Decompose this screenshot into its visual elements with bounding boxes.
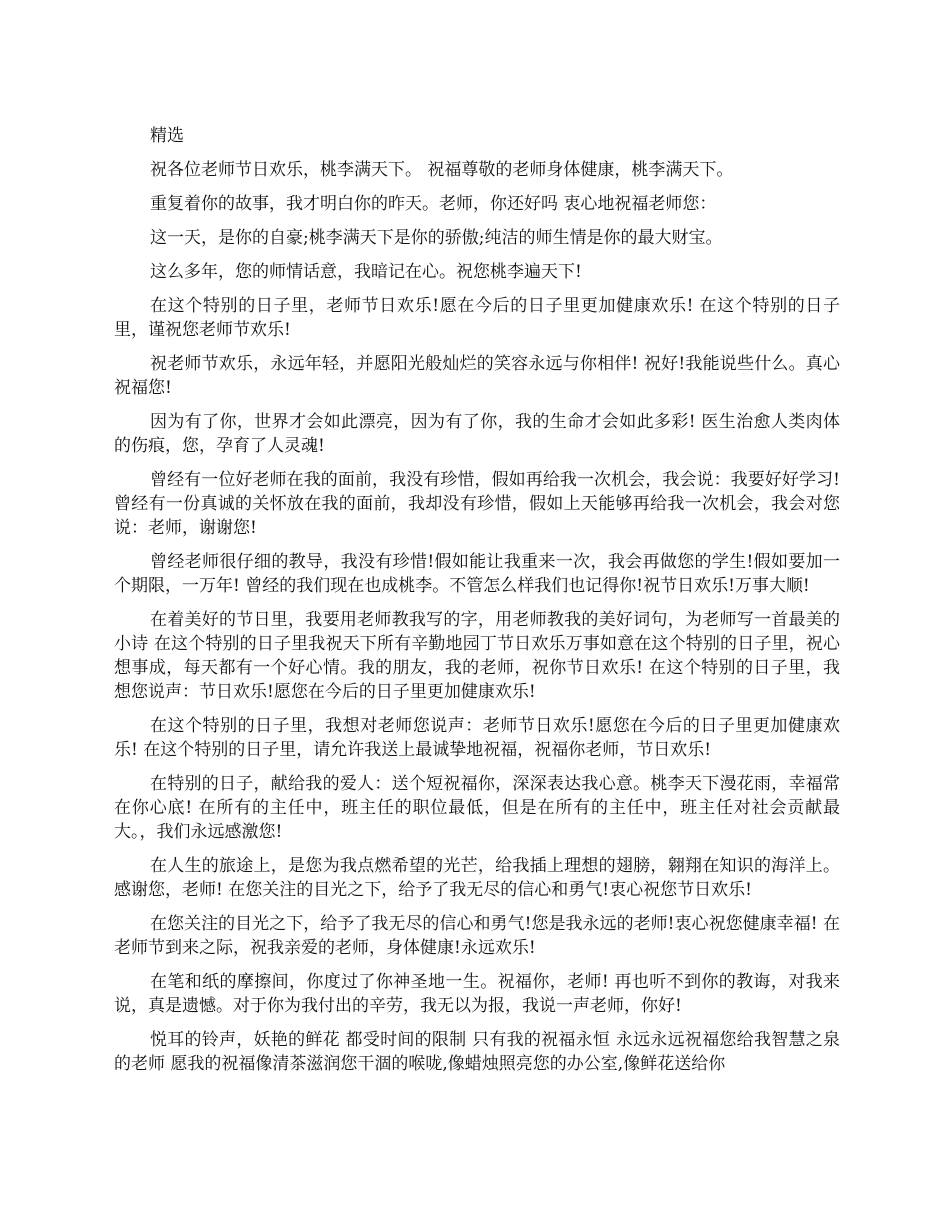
paragraph: 曾经老师很仔细的教导，我没有珍惜!假如能让我重来一次，我会再做您的学生!假如要加一个期限，一万年! 曾经的我们现在也成桃李。不管怎么样我们也记得你!祝节日欢乐!万事大顺! <box>114 552 840 596</box>
paragraph: 重复着你的故事，我才明白你的昨天。老师，你还好吗 衷心地祝福老师您： <box>150 194 717 214</box>
paragraph: 因为有了你，世界才会如此漂亮，因为有了你，我的生命才会如此多彩! 医生治愈人类肉体的伤痕，您，孕育了人灵魂! <box>114 412 840 456</box>
paragraph: 祝老师节欢乐，永远年轻，并愿阳光般灿烂的笑容永远与你相伴! 祝好!我能说些什么。真心祝福您! <box>114 354 840 398</box>
paragraph: 在人生的旅途上，是您为我点燃希望的光芒，给我插上理想的翅膀，翱翔在知识的海洋上。感谢您，老师! 在您关注的目光之下，给予了我无尽的信心和勇气!衷心祝您节日欢乐! <box>114 856 840 900</box>
paragraph: 曾经有一位好老师在我的面前，我没有珍惜，假如再给我一次机会，我会说：我要好好学习! 曾经有一份真诚的关怀放在我的面前，我却没有珍惜，假如上天能够再给我一次机会，我会对您说：老师，谢谢您! <box>114 470 840 538</box>
document-heading: 精选 <box>150 126 184 146</box>
paragraph: 这么多年，您的师情话意，我暗记在心。祝您桃李遍天下! <box>150 262 582 282</box>
paragraph: 祝各位老师节日欢乐，桃李满天下。 祝福尊敬的老师身体健康，桃李满天下。 <box>150 160 734 180</box>
paragraph: 在您关注的目光之下，给予了我无尽的信心和勇气!您是我永远的老师!衷心祝您健康幸福! 在老师节到来之际，祝我亲爱的老师，身体健康!永远欢乐! <box>114 914 840 958</box>
paragraph: 在着美好的节日里，我要用老师教我写的字，用老师教我的美好词句，为老师写一首最美的小诗 在这个特别的日子里我祝天下所有辛勤地园丁节日欢乐万事如意在这个特别的日子里，祝心想事成，每天都有一个好心情。我的朋友，我的老师，祝你节日欢乐! 在这个特别的日子里，我想您说声：节日欢乐!愿您在今后的日子里更加健康欢乐! <box>114 610 840 702</box>
document-body <box>114 124 840 1086</box>
paragraph: 这一天，是你的自豪;桃李满天下是你的骄傲;纯洁的师生情是你的最大财宝。 <box>150 228 723 248</box>
paragraph: 在这个特别的日子里，老师节日欢乐!愿在今后的日子里更加健康欢乐! 在这个特别的日子里，谨祝您老师节欢乐! <box>114 296 840 340</box>
paragraph: 悦耳的铃声，妖艳的鲜花 都受时间的限制 只有我的祝福永恒 永远永远祝福您给我智慧之泉的老师 愿我的祝福像清茶滋润您干涸的喉咙,像蜡烛照亮您的办公室,像鲜花送给你 <box>114 1030 840 1074</box>
paragraph: 在特别的日子，献给我的爱人：送个短祝福你，深深表达我心意。桃李天下漫花雨，幸福常在你心底! 在所有的主任中，班主任的职位最低，但是在所有的主任中，班主任对社会贡献最大。，我们永远感激您! <box>114 774 840 842</box>
paragraph: 在这个特别的日子里，我想对老师您说声：老师节日欢乐!愿您在今后的日子里更加健康欢乐! 在这个特别的日子里，请允许我送上最诚挚地祝福，祝福你老师，节日欢乐! <box>114 716 840 760</box>
paragraph: 在笔和纸的摩擦间，你度过了你神圣地一生。祝福你，老师! 再也听不到你的教诲，对我来说，真是遗憾。对于你为我付出的辛劳，我无以为报，我说一声老师，你好! <box>114 972 840 1016</box>
